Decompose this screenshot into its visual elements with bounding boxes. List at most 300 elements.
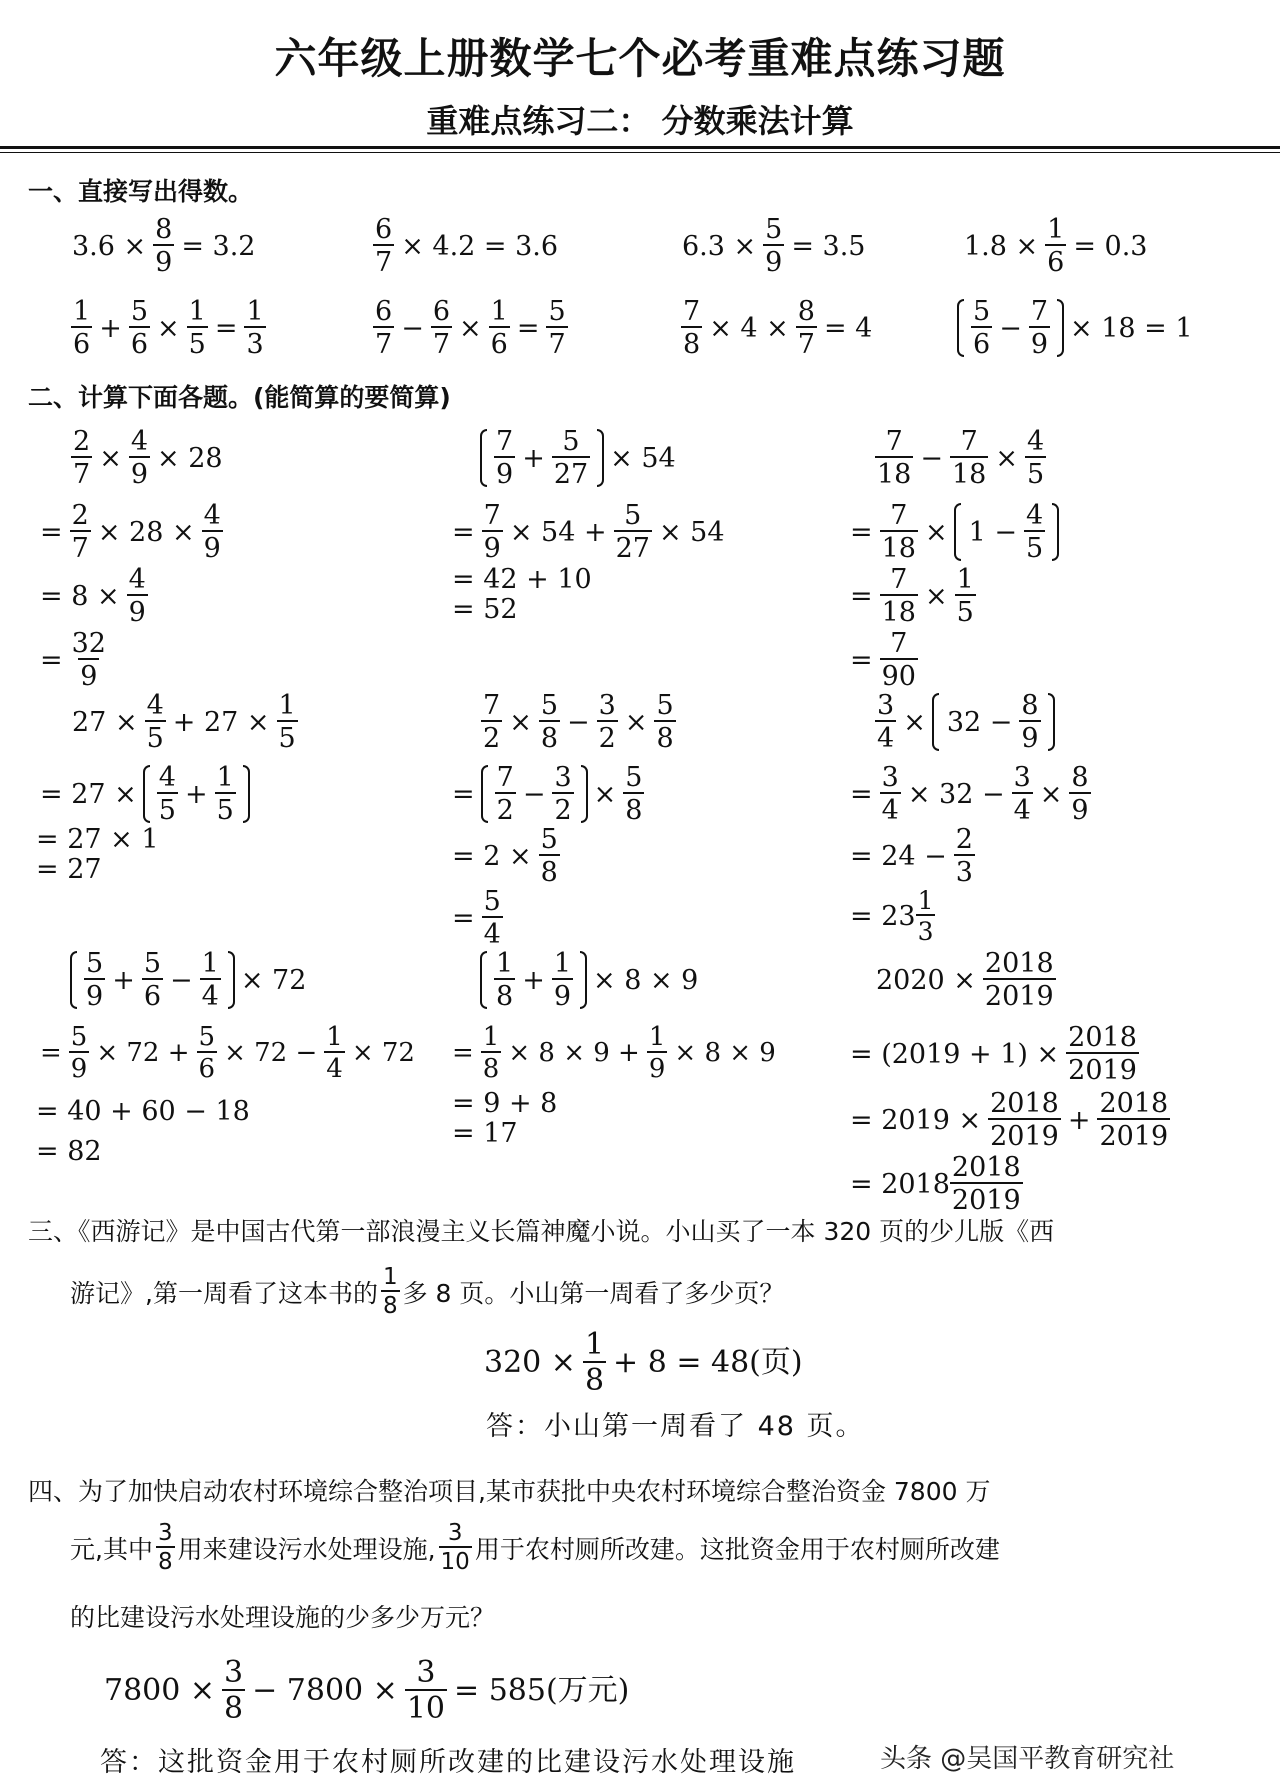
- numerator: 1: [1047, 214, 1065, 245]
- fraction: [494, 428, 515, 488]
- s1-text: = 3.2: [181, 230, 256, 262]
- fraction: [1012, 764, 1033, 824]
- expression: 2020 ×: [876, 964, 976, 996]
- mixed-number: [846, 1154, 1026, 1214]
- denominator: 5: [1024, 530, 1045, 562]
- text: 元,其中: [70, 1535, 153, 1564]
- denominator: 7: [373, 244, 394, 276]
- fraction: [127, 566, 148, 626]
- numerator: 1: [496, 948, 514, 979]
- denominator: 9: [129, 456, 150, 488]
- denominator: 9: [482, 530, 503, 562]
- p6-step3: [846, 888, 938, 944]
- denominator: 6: [129, 326, 150, 358]
- fraction: [153, 216, 174, 276]
- numerator: 2: [71, 500, 89, 531]
- numerator: 7: [885, 426, 903, 457]
- p8-question: [478, 950, 702, 1010]
- fraction: [539, 692, 560, 752]
- parentheses: [932, 692, 1055, 752]
- equals: =: [452, 1038, 474, 1068]
- parentheses: [480, 428, 604, 488]
- p7-step3: = 82: [36, 1136, 102, 1167]
- p4-step1: [36, 764, 252, 824]
- fraction: [482, 502, 503, 562]
- numerator: 2018: [984, 948, 1054, 979]
- fraction: [277, 692, 298, 752]
- fraction: [880, 630, 918, 690]
- fraction: [950, 1154, 1023, 1214]
- denominator: 8: [539, 854, 560, 886]
- numerator: 2: [955, 824, 973, 855]
- operator: × 72 −: [224, 1038, 318, 1068]
- fraction: [955, 566, 976, 626]
- equals: =: [850, 644, 873, 676]
- denominator: 27: [614, 530, 652, 562]
- numerator: 3: [224, 1655, 244, 1690]
- expression: 27 ×: [72, 706, 138, 738]
- denominator: 7: [70, 530, 91, 562]
- numerator: 32: [71, 628, 106, 659]
- watermark: 头条 @吴国平教育研究社: [876, 1738, 1178, 1775]
- fraction: [875, 428, 913, 488]
- fraction: [481, 1024, 502, 1082]
- operator: × 28 ×: [97, 516, 195, 548]
- denominator: 27: [552, 456, 590, 488]
- denominator: 8: [654, 720, 675, 752]
- page-subtitle: 重难点练习二： 分数乘法计算: [426, 102, 854, 140]
- denominator: 9: [552, 978, 573, 1010]
- expression: = 23: [850, 900, 916, 932]
- numerator: 1: [648, 1022, 666, 1052]
- denominator: 9: [202, 530, 223, 562]
- p3-step1: [846, 502, 1061, 562]
- fraction: [70, 502, 91, 562]
- fraction: [983, 950, 1056, 1010]
- parentheses: [954, 502, 1060, 562]
- fraction: [222, 1655, 245, 1726]
- denominator: 5: [157, 792, 178, 824]
- section3-line2: [70, 1266, 784, 1318]
- fraction: [431, 298, 452, 358]
- fraction: [988, 1090, 1061, 1150]
- fraction: [552, 950, 573, 1010]
- p5-step1: [448, 764, 647, 824]
- denominator: 8: [156, 1546, 175, 1574]
- operator: × 8 × 9: [674, 1038, 776, 1068]
- fraction: [202, 502, 223, 562]
- denominator: 9: [1069, 792, 1090, 824]
- denominator: 2019: [988, 1118, 1061, 1150]
- fraction: [875, 692, 896, 752]
- numerator: 5: [540, 824, 558, 855]
- denominator: 5: [145, 720, 166, 752]
- p9-step1: [846, 1024, 1142, 1084]
- fraction: [1025, 428, 1046, 488]
- equals: =: [40, 516, 63, 548]
- operator: ×: [1039, 778, 1063, 810]
- fraction: [482, 888, 503, 948]
- p2-step3: = 52: [452, 594, 518, 625]
- fraction: [916, 888, 936, 944]
- denominator: 6: [1045, 244, 1066, 276]
- denominator: 18: [950, 456, 988, 488]
- fraction: [763, 216, 784, 276]
- operator: + 27 ×: [172, 706, 270, 738]
- denominator: 8: [224, 1691, 244, 1726]
- numerator: 5: [973, 296, 991, 327]
- p7-question: [68, 950, 310, 1010]
- denominator: 18: [875, 456, 913, 488]
- parentheses: [143, 764, 250, 824]
- header-rule-thin: [0, 152, 1280, 153]
- numerator: 3: [881, 762, 899, 793]
- fraction: [215, 764, 236, 824]
- text: 用于农村厕所改建。这批资金用于农村厕所改建: [474, 1535, 1000, 1564]
- p6-step1: [846, 764, 1094, 824]
- s1-row2-item2: [370, 298, 571, 358]
- p3-question: [872, 428, 1049, 488]
- mixed-number: [846, 888, 938, 944]
- fraction: [405, 1655, 447, 1726]
- p7-step2: = 40 + 60 − 18: [36, 1096, 250, 1127]
- equals: =: [214, 312, 238, 344]
- section4-line2: [70, 1522, 1000, 1574]
- fraction: [373, 216, 394, 276]
- fraction: [145, 692, 166, 752]
- denominator: 2: [597, 720, 618, 752]
- equals: =: [452, 778, 475, 810]
- p2-step2: = 42 + 10: [452, 564, 592, 595]
- result: × 18 = 1: [1070, 312, 1193, 344]
- denominator: 5: [187, 326, 208, 358]
- fraction: [373, 298, 394, 358]
- numerator: 5: [548, 296, 566, 327]
- denominator: 4: [200, 978, 221, 1010]
- fraction: [157, 764, 178, 824]
- numerator: 8: [155, 214, 173, 245]
- numerator: 2: [73, 426, 91, 457]
- fraction: [70, 630, 108, 690]
- numerator: 2018: [990, 1088, 1059, 1119]
- fraction: [1069, 764, 1090, 824]
- p5-step2: [448, 826, 563, 886]
- fraction: [546, 298, 567, 358]
- numerator: 7: [960, 426, 978, 457]
- expression: = 2018: [850, 1168, 950, 1200]
- numerator: 1: [490, 296, 508, 327]
- denominator: 4: [880, 792, 901, 824]
- denominator: 9: [153, 244, 174, 276]
- denominator: 8: [539, 720, 560, 752]
- p2-question: [478, 428, 680, 488]
- denominator: 8: [584, 1363, 605, 1398]
- numerator: 3: [877, 690, 895, 721]
- denominator: 9: [78, 658, 99, 690]
- numerator: 2018: [951, 1152, 1021, 1183]
- numerator: 4: [128, 564, 146, 595]
- denominator: 2: [481, 720, 502, 752]
- p2-step1: [448, 502, 729, 562]
- fraction: [1045, 216, 1066, 276]
- p9-step3: [846, 1154, 1026, 1214]
- operator: × 4 ×: [709, 312, 789, 344]
- p7-step1: [36, 1024, 419, 1082]
- fraction: [583, 1327, 606, 1398]
- p6-question: [872, 692, 1057, 752]
- header-rule-thick: [0, 146, 1280, 149]
- fraction: [880, 764, 901, 824]
- numerator: 1: [917, 886, 934, 915]
- numerator: 4: [130, 426, 148, 457]
- fraction: [1024, 502, 1045, 562]
- operator: × 32 −: [907, 778, 1005, 810]
- operator: × 72: [240, 964, 307, 996]
- numerator: 8: [1021, 690, 1039, 721]
- p5-question: [478, 692, 679, 752]
- section4-equation: [100, 1655, 633, 1726]
- denominator: 9: [127, 594, 148, 626]
- denominator: 2: [552, 792, 573, 824]
- fraction: [494, 950, 515, 1010]
- operator: −: [522, 778, 546, 810]
- s1-text: = 0.3: [1073, 230, 1148, 262]
- denominator: 3: [954, 854, 975, 886]
- fraction: [69, 1024, 90, 1082]
- numerator: 1: [482, 1022, 500, 1052]
- numerator: 5: [143, 948, 161, 979]
- expression: = 2 ×: [452, 840, 532, 872]
- numerator: 5: [562, 426, 580, 457]
- fraction: [1029, 298, 1050, 358]
- s1-text: 6.3 ×: [682, 230, 757, 262]
- p1-step1: [36, 502, 226, 562]
- expression: = 24 −: [850, 840, 947, 872]
- fraction: [971, 298, 992, 358]
- fraction: [1097, 1090, 1170, 1150]
- numerator: 6: [432, 296, 450, 327]
- parentheses: [480, 950, 587, 1010]
- fraction: [495, 764, 516, 824]
- numerator: 5: [198, 1022, 216, 1052]
- fraction: [623, 764, 644, 824]
- expression: = 8 ×: [40, 580, 120, 612]
- numerator: 8: [797, 296, 815, 327]
- p8-step3: = 17: [452, 1118, 518, 1149]
- numerator: 5: [625, 762, 643, 793]
- fraction: [796, 298, 817, 358]
- p3-step2: [846, 566, 979, 626]
- fraction: [439, 1522, 472, 1574]
- section2-heading: 二、计算下面各题。(能简算的要简算): [28, 383, 451, 412]
- numerator: 1: [73, 296, 91, 327]
- fraction: [539, 826, 560, 886]
- operator: +: [184, 778, 208, 810]
- section1-heading: 一、直接写出得数。: [28, 177, 254, 206]
- s1-row1-item3: [678, 216, 870, 276]
- denominator: 90: [880, 658, 918, 690]
- denominator: 4: [482, 916, 503, 948]
- operator: × 28: [157, 442, 223, 474]
- operator: ×: [157, 312, 180, 344]
- operator: ×: [924, 516, 948, 548]
- parentheses: [957, 298, 1064, 358]
- equals: =: [850, 778, 873, 810]
- denominator: 8: [681, 326, 702, 358]
- numerator: 1: [553, 948, 571, 979]
- denominator: 2019: [1097, 1118, 1170, 1150]
- numerator: 3: [416, 1655, 436, 1690]
- denominator: 10: [439, 1546, 472, 1574]
- p8-step2: = 9 + 8: [452, 1088, 558, 1119]
- numerator: 7: [683, 296, 701, 327]
- numerator: 7: [890, 628, 908, 659]
- operator: +: [112, 964, 135, 996]
- expression: 320 ×: [484, 1345, 576, 1380]
- expression: − 7800 ×: [252, 1673, 398, 1708]
- text: 多 8 页。小山第一周看了多少页？: [402, 1279, 785, 1308]
- fraction: [552, 428, 590, 488]
- section3-answer: 答：小山第一周看了 48 页。: [486, 1411, 865, 1442]
- p3-step3: [846, 630, 921, 690]
- equals: =: [850, 516, 873, 548]
- operator: ×: [624, 706, 648, 738]
- fraction: [489, 298, 510, 358]
- operator: × 8 × 9: [593, 964, 699, 996]
- denominator: 7: [373, 326, 394, 358]
- equals: =: [850, 580, 873, 612]
- operator: ×: [509, 706, 532, 738]
- s1-text: 1.8 ×: [964, 230, 1039, 262]
- operator: −: [170, 964, 193, 996]
- numerator: 4: [146, 690, 164, 721]
- s1-text: 3.6 ×: [72, 230, 147, 262]
- equals: =: [452, 516, 475, 548]
- fraction: [654, 692, 675, 752]
- s1-text: = 3.5: [791, 230, 866, 262]
- operator: +: [522, 964, 545, 996]
- numerator: 1: [326, 1022, 343, 1052]
- numerator: 5: [86, 948, 104, 979]
- numerator: 1: [278, 690, 296, 721]
- denominator: 8: [381, 1290, 400, 1318]
- numerator: 1: [216, 762, 234, 793]
- fraction: [1019, 692, 1040, 752]
- parentheses: [481, 764, 588, 824]
- numerator: 1: [246, 296, 264, 327]
- p8-step1: [448, 1024, 780, 1082]
- numerator: 5: [70, 1022, 88, 1052]
- expression: 1 −: [968, 516, 1017, 548]
- fraction: [200, 950, 221, 1010]
- expression: 7800 ×: [104, 1673, 216, 1708]
- equals: =: [452, 902, 475, 934]
- fraction: [647, 1024, 668, 1082]
- denominator: 2019: [1066, 1052, 1139, 1084]
- p6-step2: [846, 826, 978, 886]
- operator: +: [99, 312, 122, 344]
- p9-question: [872, 950, 1059, 1010]
- expression: = 27 ×: [40, 778, 137, 810]
- section3-line1: 三、《西游记》是中国古代第一部浪漫主义长篇神魔小说。小山买了一本 320 页的少儿版《西: [28, 1217, 1055, 1246]
- numerator: 3: [157, 1520, 173, 1546]
- denominator: 9: [69, 1051, 90, 1082]
- numerator: 5: [130, 296, 148, 327]
- fraction: [681, 298, 702, 358]
- p4-question: [68, 692, 301, 752]
- numerator: 4: [203, 500, 221, 531]
- fraction: [481, 692, 502, 752]
- numerator: 2018: [1068, 1022, 1137, 1053]
- denominator: 9: [1019, 720, 1040, 752]
- numerator: 5: [656, 690, 674, 721]
- operator: × 54: [658, 516, 725, 548]
- numerator: 5: [540, 690, 558, 721]
- operator: × 72: [351, 1038, 415, 1068]
- s1-row1-item2: [370, 216, 562, 276]
- denominator: 8: [481, 1051, 502, 1082]
- numerator: 7: [890, 564, 908, 595]
- s1-row2-item3: [678, 298, 876, 358]
- s1-row1-item4: [960, 216, 1152, 276]
- operator: −: [920, 442, 943, 474]
- p9-step2: [846, 1090, 1173, 1150]
- operator: ×: [924, 580, 948, 612]
- operator: +: [1067, 1104, 1091, 1136]
- numerator: 7: [483, 500, 501, 531]
- text: 用来建设污水处理设施,: [177, 1535, 436, 1564]
- fraction: [954, 826, 975, 886]
- numerator: 3: [447, 1520, 463, 1546]
- numerator: 6: [375, 296, 393, 327]
- denominator: 18: [880, 594, 918, 626]
- fraction: [880, 502, 918, 562]
- denominator: 9: [1029, 326, 1050, 358]
- denominator: 8: [494, 978, 515, 1010]
- operator: ×: [995, 442, 1018, 474]
- fraction: [614, 502, 652, 562]
- numerator: 4: [1026, 500, 1044, 531]
- denominator: 3: [244, 326, 265, 358]
- s1-row2-item4: [955, 298, 1197, 358]
- fraction: [129, 428, 150, 488]
- denominator: 7: [71, 456, 92, 488]
- equals: =: [516, 312, 540, 344]
- p1-question: [68, 428, 227, 488]
- denominator: 5: [215, 792, 236, 824]
- numerator: 5: [483, 886, 501, 917]
- numerator: 4: [1026, 426, 1045, 457]
- numerator: 3: [598, 690, 616, 721]
- numerator: 3: [554, 762, 572, 793]
- operator: × 72 +: [96, 1038, 190, 1068]
- numerator: 1: [188, 296, 206, 327]
- numerator: 6: [375, 214, 393, 245]
- fraction: [156, 1522, 175, 1574]
- operator: ×: [903, 706, 926, 738]
- numerator: 7: [1030, 296, 1048, 327]
- numerator: 4: [158, 762, 176, 793]
- numerator: 3: [1013, 762, 1031, 793]
- expression: = 585(万元): [454, 1673, 630, 1708]
- denominator: 6: [142, 978, 163, 1010]
- denominator: 18: [880, 530, 918, 562]
- operator: −: [999, 312, 1022, 344]
- section4-line3: 的比建设污水处理设施的少多少万元？: [70, 1603, 496, 1632]
- equals: =: [40, 1038, 62, 1068]
- denominator: 9: [84, 978, 105, 1010]
- numerator: 1: [201, 948, 219, 979]
